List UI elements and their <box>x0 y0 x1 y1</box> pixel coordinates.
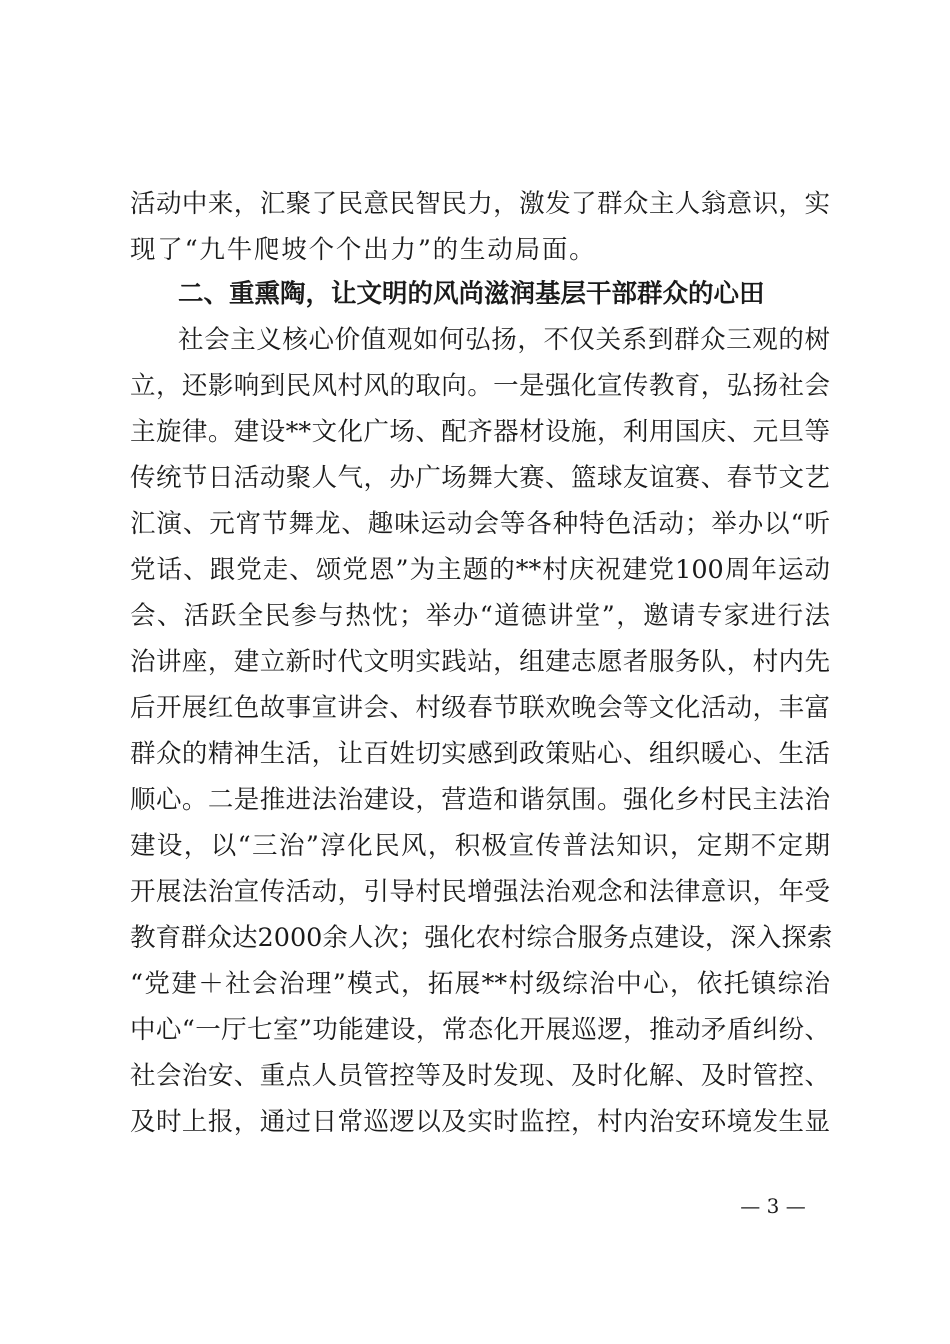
paragraph-line: 社会主义核心价值观如何弘扬，不仅关系到群众三观的树 <box>178 325 830 355</box>
paragraph-line: 传统节日活动聚人气，办广场舞大赛、篮球友谊赛、春节文艺 <box>130 463 830 493</box>
paragraph-line: 后开展红色故事宣讲会、村级春节联欢晚会等文化活动，丰富 <box>130 693 830 723</box>
paragraph-line: 社会治安、重点人员管控等及时发现、及时化解、及时管控、 <box>130 1061 830 1091</box>
paragraph-line: 中心“一厅七室”功能建设，常态化开展巡逻，推动矛盾纠纷、 <box>130 1015 830 1045</box>
paragraph-line: 党话、跟党走、颂党恩”为主题的**村庆祝建党100周年运动 <box>130 555 830 585</box>
paragraph-line: 会、活跃全民参与热忱；举办“道德讲堂”，邀请专家进行法 <box>130 601 830 631</box>
paragraph-line: 教育群众达2000余人次；强化农村综合服务点建设，深入探索 <box>130 923 833 953</box>
paragraph-line: 治讲座，建立新时代文明实践站，组建志愿者服务队，村内先 <box>130 647 830 677</box>
paragraph-line: 主旋律。建设**文化广场、配齐器材设施，利用国庆、元旦等 <box>130 417 830 447</box>
paragraph-line: 汇演、元宵节舞龙、趣味运动会等各种特色活动；举办以“听 <box>130 509 830 539</box>
section-heading: 二、重熏陶，让文明的风尚滋润基层干部群众的心田 <box>178 279 765 309</box>
paragraph-line: 活动中来，汇聚了民意民智民力，激发了群众主人翁意识，实 <box>130 189 830 219</box>
paragraph-line: 建设，以“三治”淳化民风，积极宣传普法知识，定期不定期 <box>130 831 830 861</box>
paragraph-line: 顺心。二是推进法治建设，营造和谐氛围。强化乡村民主法治 <box>130 785 830 815</box>
paragraph-line: “党建＋社会治理”模式，拓展**村级综治中心，依托镇综治 <box>130 969 830 999</box>
paragraph-line: 立，还影响到民风村风的取向。一是强化宣传教育，弘扬社会 <box>130 371 830 401</box>
paragraph-line: 开展法治宣传活动，引导村民增强法治观念和法律意识，年受 <box>130 877 830 907</box>
paragraph-line: 现了“九牛爬坡个个出力”的生动局面。 <box>130 235 597 265</box>
paragraph-line: 群众的精神生活，让百姓切实感到政策贴心、组织暖心、生活 <box>130 739 830 769</box>
paragraph-line: 及时上报，通过日常巡逻以及实时监控，村内治安环境发生显 <box>130 1107 830 1137</box>
page-number: — 3 — <box>740 1194 806 1218</box>
